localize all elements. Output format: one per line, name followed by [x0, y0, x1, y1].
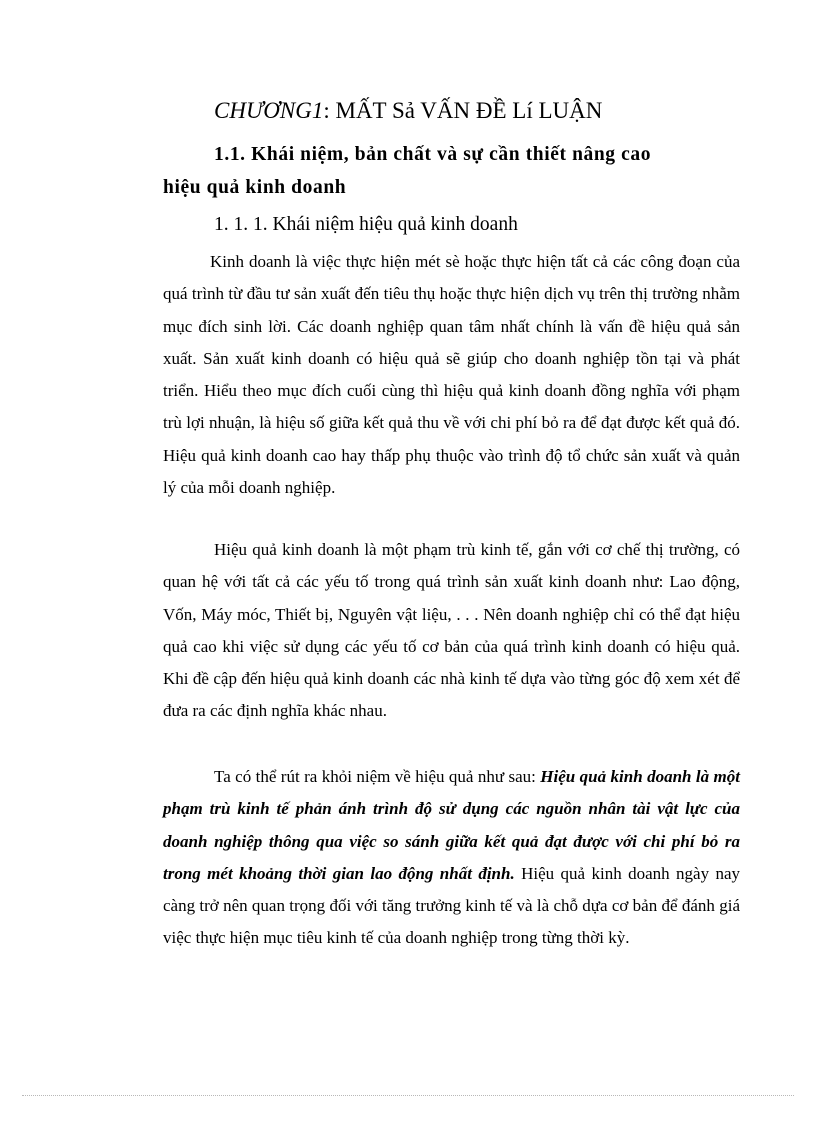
definition-emphasis: Hiệu quả kinh doanh là một phạm trù kinh tế phản ánh trình độ sử dụng các nguồn nhân tài vật lực của doanh nghiệp thông qua việc so sánh giữa kết quả đạt được với chi phí bỏ ra trong mét khoảng thời gian lao động nhất định. — [163, 767, 740, 883]
chapter-separator: : — [323, 98, 336, 123]
paragraph-1: Kinh doanh là việc thực hiện mét sè hoặc thực hiện tất cả các công đoạn của quá trình từ đầu tư sản xuất đến tiêu thụ hoặc thực hiện dịch vụ trên thị trường nhằm mục đích sinh lời. Các doanh nghiệp quan tâm nhất chính là vấn đề hiệu quả sản xuất. Sản xuất kinh doanh có hiệu quả sẽ giúp cho doanh nghiệp tồn tại và phát triển. Hiểu theo mục đích cuối cùng thì hiệu quả kinh doanh đồng nghĩa với phạm trù lợi nhuận, là hiệu số giữa kết quả thu về với chi phí bỏ ra để đạt được kết quả đó. Hiệu quả kinh doanh cao hay thấp phụ thuộc vào trình độ tổ chức sản xuất và quản lý của mỗi doanh nghiệp. — [163, 252, 740, 498]
section-title-line2: hiệu quả kinh doanh — [163, 177, 347, 198]
paragraph-3-rest: Hiệu quả kinh doanh ngày nay càng trở nên quan trọng đối với tăng trưởng kinh tế và là chỗ dựa cơ bản để đánh giá việc thực hiện mục tiêu kinh tế của doanh nghiệp trong từng thời kỳ. — [163, 863, 741, 948]
paragraph-3 — [163, 761, 740, 955]
chapter-heading — [214, 96, 602, 126]
section-title-line1: 1.1. Khái niệm, bản chất và sự cần thiết nâng cao — [214, 144, 652, 165]
chapter-title: MẤT Sả VẤN ĐỀ Lí LUẬN — [335, 98, 603, 123]
paragraph-3-intro: Ta có thể rút ra khỏi niệm về hiệu quả như sau: — [214, 767, 541, 786]
subsection-heading: 1. 1. 1. Khái niệm hiệu quả kinh doanh — [214, 214, 518, 235]
section-heading — [163, 138, 740, 204]
chapter-label: CHƯƠNG1 — [214, 98, 324, 123]
paragraph-2: Hiệu quả kinh doanh là một phạm trù kinh tế, gắn với cơ chế thị trường, có quan hệ với tất cả các yếu tố trong quá trình sản xuất kinh doanh như: Lao động, Vốn, Máy móc, Thiết bị, Nguyên vật liệu, . . . Nên doanh nghiệp chỉ có thể đạt hiệu quả cao khi việc sử dụng các yếu tố cơ bản của quá trình kinh doanh có hiệu quả. Khi đề cập đến hiệu quả kinh doanh các nhà kinh tế dựa vào từng góc độ xem xét để đưa ra các định nghĩa khác nhau. — [163, 540, 740, 721]
page-bottom-border — [22, 1095, 794, 1096]
